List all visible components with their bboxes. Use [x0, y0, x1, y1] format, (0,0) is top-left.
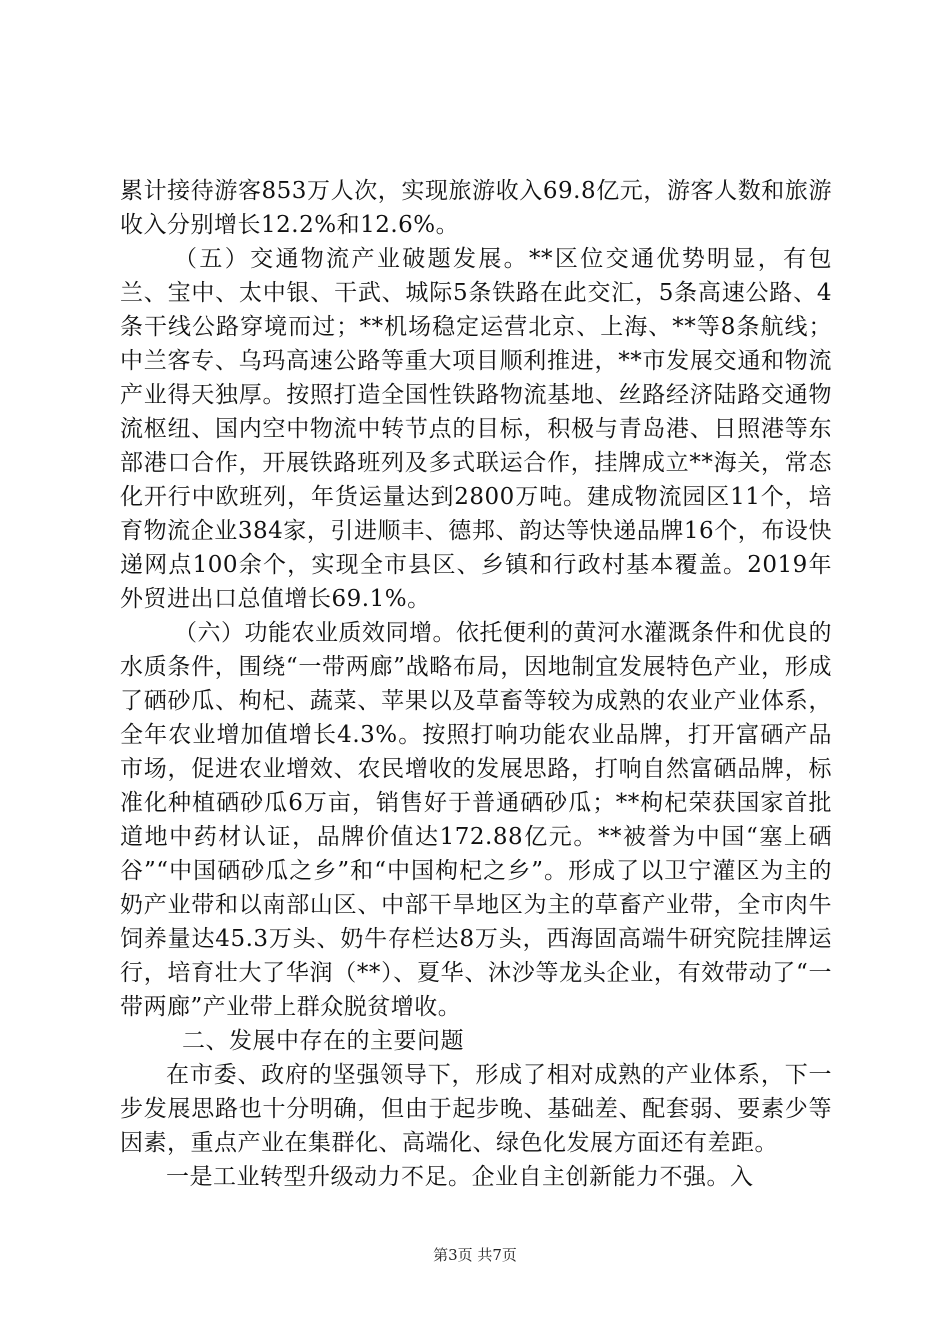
document-body [120, 174, 832, 1194]
page-number-footer: 第3页 共7页 [433, 1246, 517, 1264]
paragraph-tourism-continuation: 累计接待游客853万人次，实现旅游收入69.8亿元，游客人数和旅游收入分别增长12.2%和12.6%。 [120, 178, 832, 238]
paragraph-problems-intro: 在市委、政府的坚强领导下，形成了相对成熟的产业体系，下一步发展思路也十分明确，但由于起步晚、基础差、配套弱、要素少等因素，重点产业在集群化、高端化、绿色化发展方面还有差距。 [120, 1062, 832, 1156]
section-heading-main-problems: 二、发展中存在的主要问题 [182, 1028, 464, 1054]
paragraph-transport-logistics: （五）交通物流产业破题发展。**区位交通优势明显，有包兰、宝中、太中银、干武、城际5条铁路在此交汇，5条高速公路、4条干线公路穿境而过；**机场稳定运营北京、上海、**等8条航线；中兰客专、乌玛高速公路等重大项目顺利推进，**市发展交通和物流产业得天独厚。按照打造全国性铁路物流基地、丝路经济陆路交通物流枢纽、国内空中物流中转节点的目标，积极与青岛港、日照港等东部港口合作，开展铁路班列及多式联运合作，挂牌成立**海关，常态化开行中欧班列，年货运量达到2800万吨。建成物流园区11个，培育物流企业384家，引进顺丰、德邦、韵达等快递品牌16个，布设快递网点100余个，实现全市县区、乡镇和行政村基本覆盖。2019年外贸进出口总值增长69.1%。 [120, 246, 832, 612]
paragraph-problem-one: 一是工业转型升级动力不足。企业自主创新能力不强。入 [166, 1164, 754, 1190]
paragraph-functional-agriculture: （六）功能农业质效同增。依托便利的黄河水灌溉条件和优良的水质条件，围绕“一带两廊”战略布局，因地制宜发展特色产业，形成了硒砂瓜、枸杞、蔬菜、苹果以及草畜等较为成熟的农业产业体系，全年农业增加值增长4.3%。按照打响功能农业品牌，打开富硒产品市场，促进农业增效、农民增收的发展思路，打响自然富硒品牌，标准化种植硒砂瓜6万亩，销售好于普通硒砂瓜；**枸杞荣获国家首批道地中药材认证，品牌价值达172.88亿元。**被誉为中国“塞上硒谷”“中国硒砂瓜之乡”和“中国枸杞之乡”。形成了以卫宁灌区为主的奶产业带和以南部山区、中部干旱地区为主的草畜产业带，全市肉牛饲养量达45.3万头、奶牛存栏达8万头，西海固高端牛研究院挂牌运行，培育壮大了华润（**）、夏华、沐沙等龙头企业，有效带动了“一带两廊”产业带上群众脱贫增收。 [120, 620, 832, 1020]
